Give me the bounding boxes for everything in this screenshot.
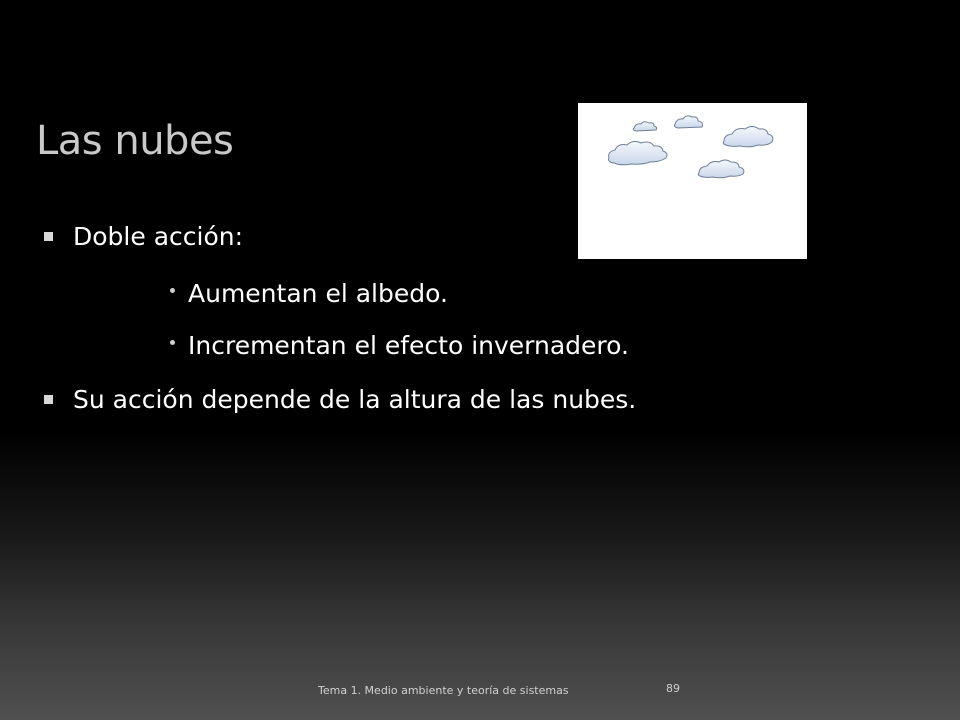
- sub-bullet-item: [170, 279, 448, 308]
- square-bullet-icon: [44, 395, 53, 404]
- bullet-text: Doble acción:: [73, 222, 244, 251]
- bullet-text: Su acción depende de la altura de las nubes.: [73, 385, 637, 414]
- dot-bullet-icon: [170, 340, 175, 345]
- square-bullet-icon: [44, 232, 53, 241]
- bullet-text: Incrementan el efecto invernadero.: [188, 331, 629, 360]
- page-number: 89: [666, 682, 680, 695]
- sub-bullet-item: [170, 331, 629, 360]
- slide-title: Las nubes: [36, 118, 234, 164]
- bullet-item: [44, 385, 636, 414]
- bullet-item: [44, 222, 243, 251]
- bullet-text: Aumentan el albedo.: [188, 279, 448, 308]
- slide-footer: Tema 1. Medio ambiente y teoría de sistemas: [318, 684, 569, 697]
- dot-bullet-icon: [170, 288, 175, 293]
